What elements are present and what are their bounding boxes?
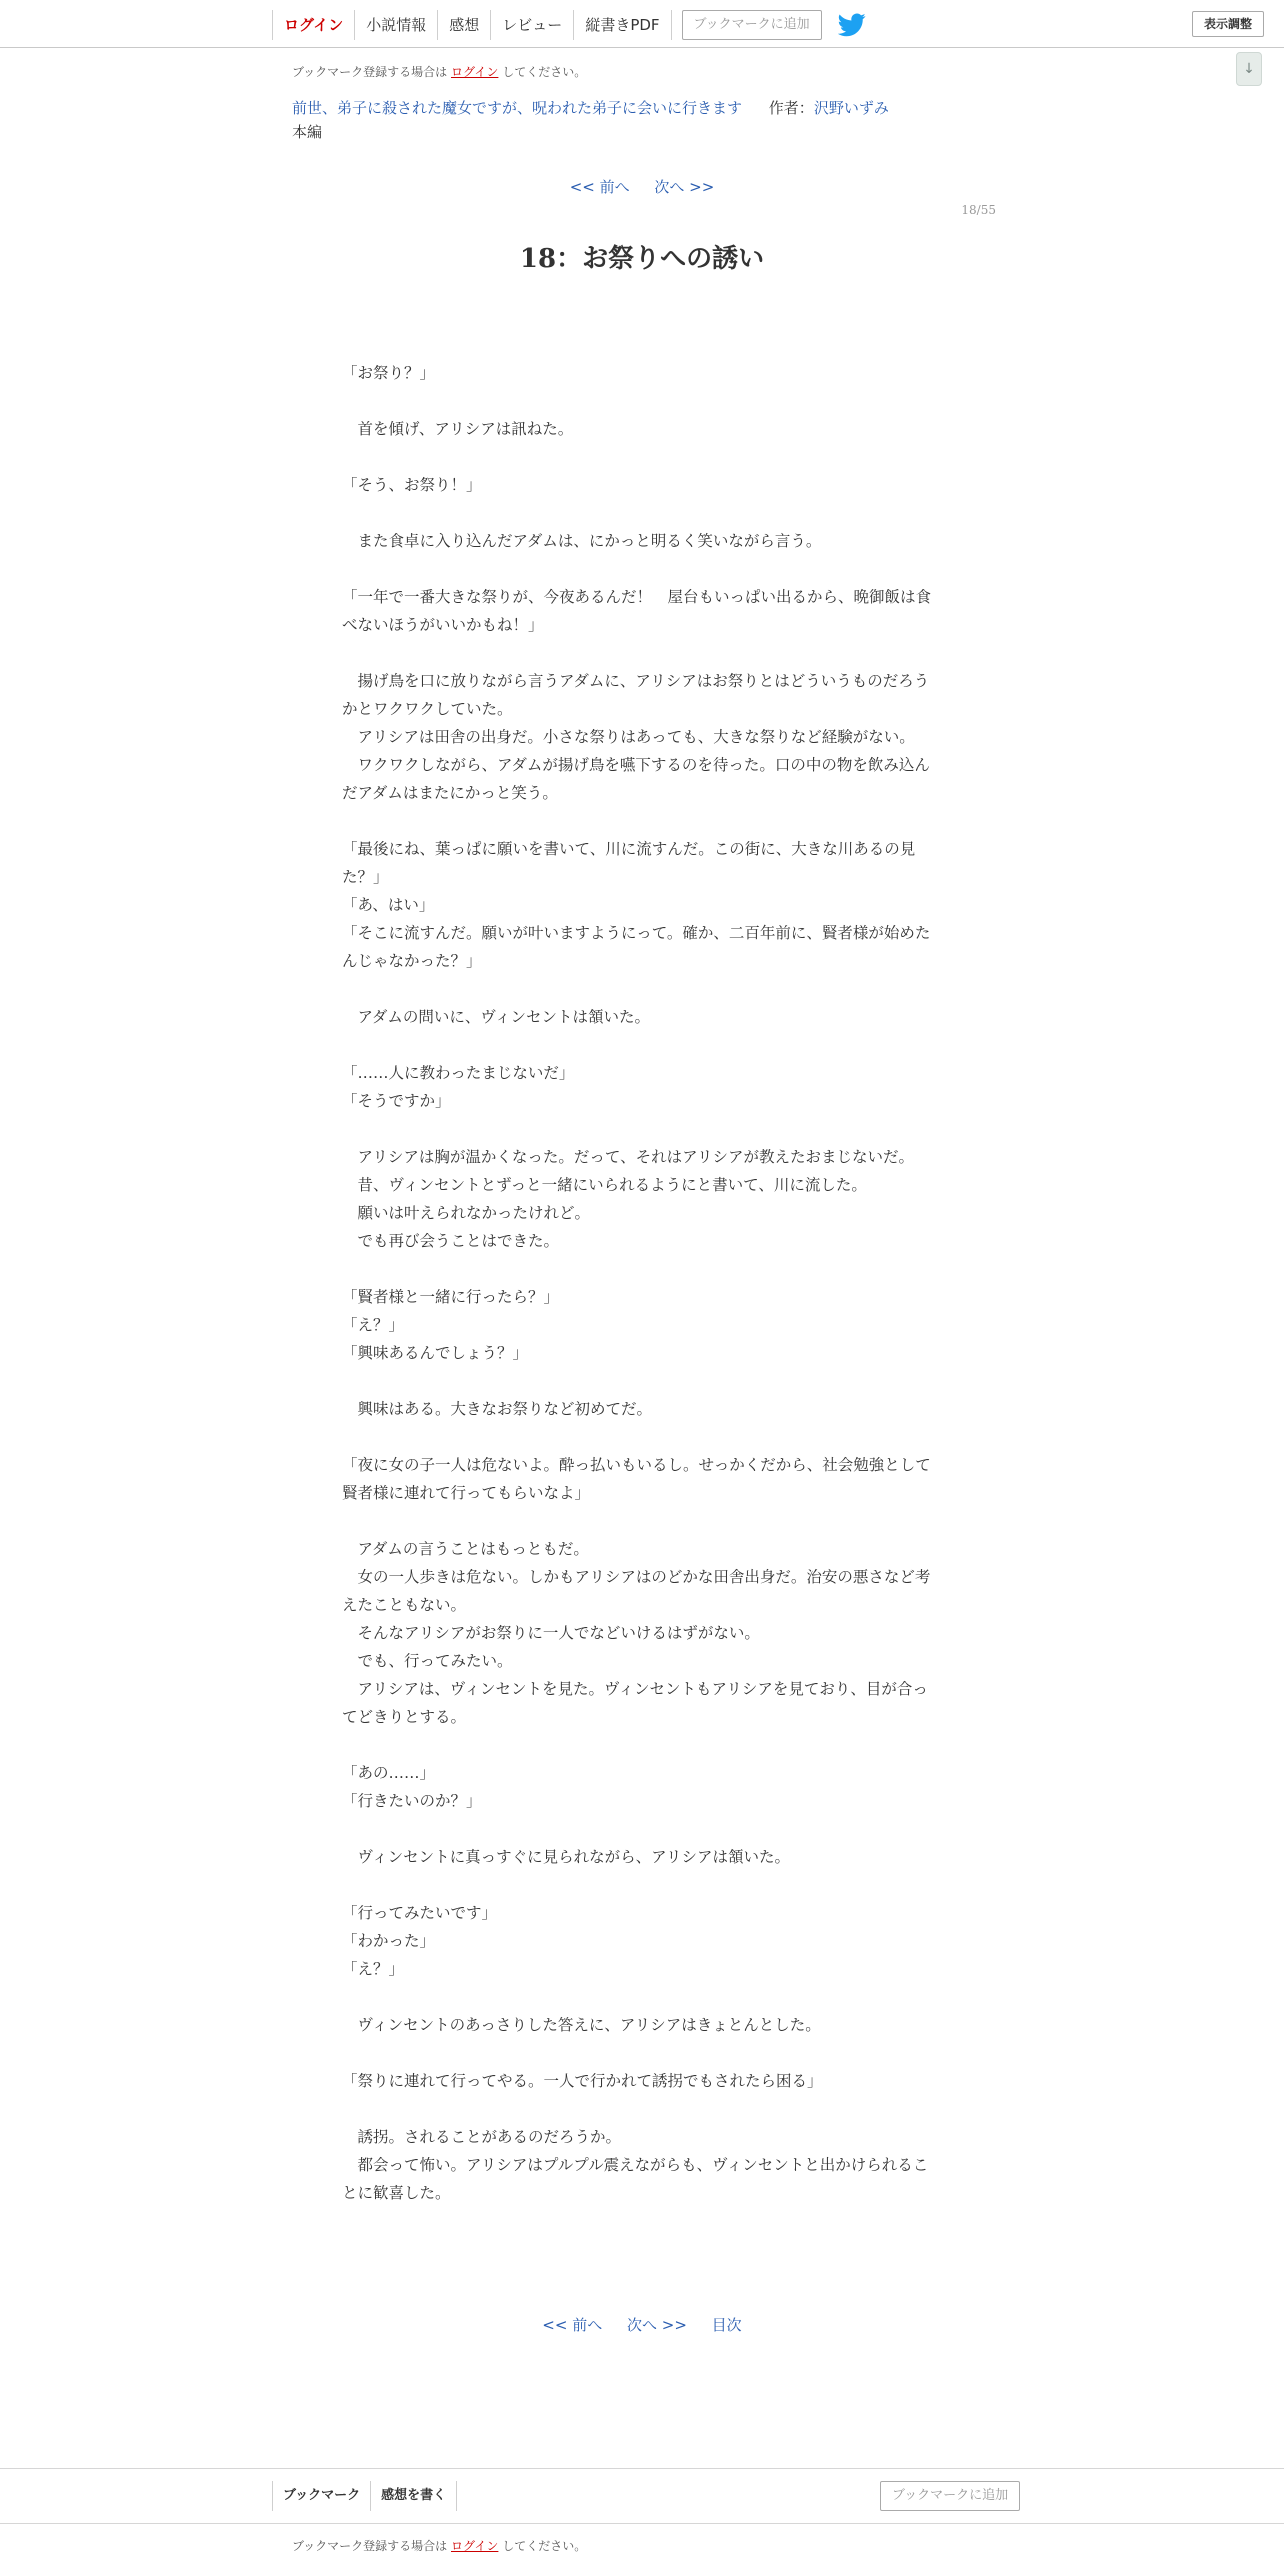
body-paragraph: 昔、ヴィンセントとずっと一緒にいられるようにと書いて、川に流した。 [342,1176,867,1194]
body-paragraph: ヴィンセントに真っすぐに見られながら、アリシアは頷いた。 [342,1848,790,1866]
body-paragraph: 首を傾げ、アリシアは訊ねた。 [342,420,574,438]
novel-header [292,97,889,118]
body-paragraph: 「賢者様と一緒に行ったら？」 [342,1288,560,1306]
body-paragraph: アリシアは田舎の出身だ。小さな祭りはあっても、大きな祭りなど経験がない。 [342,728,915,746]
body-paragraph: でも再び会うことはできた。 [342,1232,560,1250]
prev-link-bottom[interactable]: << 前へ [542,2316,603,2334]
body-paragraph: 女の一人歩きは危ない。しかもアリシアはのどかな田舎出身だ。治安の悪さなど考えたこともない。 [342,1568,931,1614]
body-paragraph: 「最後にね、葉っぱに願いを書いて、川に流すんだ。この街に、大きな川あるの見た？」 [342,840,916,886]
body-paragraph: 「祭りに連れて行ってやる。一人で行かれて誘拐でもされたら困る」 [342,2072,823,2090]
login-note-prefix: ブックマーク登録する場合は [292,2539,448,2553]
top-bar [0,0,1284,48]
blank-line [342,387,942,415]
body-paragraph: 「行きたいのか？」 [342,1792,482,1810]
blank-line [342,1731,942,1759]
body-paragraph: 揚げ鳥を口に放りながら言うアダムに、アリシアはお祭りとはどういうものだろうかとワクワクしていた。 [342,672,930,718]
body-paragraph: 「あの……」 [342,1764,436,1782]
body-paragraph: でも、行ってみたい。 [342,1652,513,1670]
login-note-link[interactable]: ログイン [451,2539,499,2553]
body-paragraph: 都会って怖い。アリシアはプルプル震えながらも、ヴィンセントと出かけられることに歓喜した。 [342,2156,929,2202]
login-note-prefix: ブックマーク登録する場合は [292,65,448,79]
novel-nav [272,10,866,40]
body-paragraph: そんなアリシアがお祭りに一人でなどいけるはずがない。 [342,1624,760,1642]
twitter-bird-icon[interactable] [838,13,866,37]
blank-line [342,639,942,667]
arrow-down-icon[interactable]: ↓ [1236,52,1262,86]
body-paragraph: 「お祭り？」 [342,364,436,382]
body-paragraph: 興味はある。大きなお祭りなど初めてだ。 [342,1400,653,1418]
chapter-body [342,359,942,2207]
login-note [292,63,586,80]
pager-top [0,176,1284,197]
login-note-suffix: してください。 [502,2539,587,2553]
login-link[interactable]: ログイン [272,10,354,40]
vertical-pdf-link[interactable]: 縦書きPDF [573,10,671,40]
blank-line [342,1507,942,1535]
body-paragraph: 「行ってみたいです」 [342,1904,498,1922]
review-link[interactable]: レビュー [490,10,573,40]
add-bookmark-button[interactable]: ブックマークに追加 [682,10,822,40]
body-paragraph: 「夜に女の子一人は危ないよ。酔っ払いもいるし。せっかくだから、社会勉強として賢者様に連れて行ってもらいなよ」 [342,1456,931,1502]
blank-line [342,1815,942,1843]
login-note-link[interactable]: ログイン [451,65,499,79]
body-paragraph: アリシアは、ヴィンセントを見た。ヴィンセントもアリシアを見ており、目が合ってどきりとする。 [342,1680,928,1726]
blank-line [342,1983,942,2011]
body-paragraph: 願いは叶えられなかったけれど。 [342,1204,591,1222]
author-label: 作者： [768,99,814,117]
write-impression-link[interactable]: 感想を書く [370,2481,457,2511]
blank-line [342,1115,942,1143]
series-title-link[interactable]: 前世、弟子に殺された魔女ですが、呪われた弟子に会いに行きます [292,99,743,117]
blank-line [342,807,942,835]
blank-line [342,2039,942,2067]
pager-bottom [0,2314,1284,2335]
section-name: 本編 [292,123,323,141]
blank-line [342,443,942,471]
author-link[interactable]: 沢野いずみ [813,99,889,117]
display-settings-button[interactable]: 表示調整 [1192,11,1264,37]
body-paragraph: また食卓に入り込んだアダムは、にかっと明るく笑いながら言う。 [342,532,822,550]
prev-link[interactable]: << 前へ [569,178,630,196]
body-paragraph: 「え？」 [342,1960,405,1978]
body-paragraph: 「あ、はい」 [342,896,435,914]
body-paragraph: 「一年で一番大きな祭りが、今夜あるんだ！ 屋台もいっぱい出るから、晩御飯は食べないほうがいいかもね！」 [342,588,932,634]
blank-line [342,555,942,583]
body-paragraph: アダムの問いに、ヴィンセントは頷いた。 [342,1008,650,1026]
body-paragraph: 「そうですか」 [342,1092,451,1110]
blank-line [342,2095,942,2123]
body-paragraph: 「そこに流すんだ。願いが叶いますようにって。確か、二百年前に、賢者様が始めたんじゃなかった？」 [342,924,931,970]
body-paragraph: 「興味あるんでしょう？」 [342,1344,529,1362]
blank-line [342,1255,942,1283]
blank-line [342,1423,942,1451]
blank-line [342,1031,942,1059]
body-paragraph: ワクワクしながら、アダムが揚げ鳥を嚥下するのを待った。口の中の物を飲み込んだアダムはまたにかっと笑う。 [342,756,930,802]
body-paragraph: 「わかった」 [342,1932,436,1950]
next-link-bottom[interactable]: 次へ >> [626,2316,687,2334]
body-paragraph: 誘拐。されることがあるのだろうか。 [342,2128,622,2146]
blank-line [342,1367,942,1395]
chapter-title: 18：お祭りへの誘い [519,244,765,274]
blank-line [342,499,942,527]
impressions-link[interactable]: 感想 [437,10,490,40]
body-paragraph: 「え？」 [342,1316,405,1334]
bookmark-link[interactable]: ブックマーク [272,2481,370,2511]
body-paragraph: 「……人に教わったまじないだ」 [342,1064,575,1082]
body-paragraph: アダムの言うことはもっともだ。 [342,1540,589,1558]
blank-line [342,1871,942,1899]
novel-info-link[interactable]: 小説情報 [354,10,437,40]
footer-add-bookmark-button[interactable]: ブックマークに追加 [880,2481,1020,2511]
page-count: 18/55 [961,203,996,217]
next-link[interactable]: 次へ >> [654,178,715,196]
body-paragraph: 「そう、お祭り！」 [342,476,482,494]
body-paragraph: アリシアは胸が温かくなった。だって、それはアリシアが教えたおまじないだ。 [342,1148,914,1166]
footer-nav [272,2481,457,2511]
blank-line [342,975,942,1003]
body-paragraph: ヴィンセントのあっさりした答えに、アリシアはきょとんとした。 [342,2016,821,2034]
login-note-bottom [292,2537,586,2554]
toc-link[interactable]: 目次 [711,2316,742,2334]
footer-bar [0,2468,1284,2524]
login-note-suffix: してください。 [502,65,587,79]
